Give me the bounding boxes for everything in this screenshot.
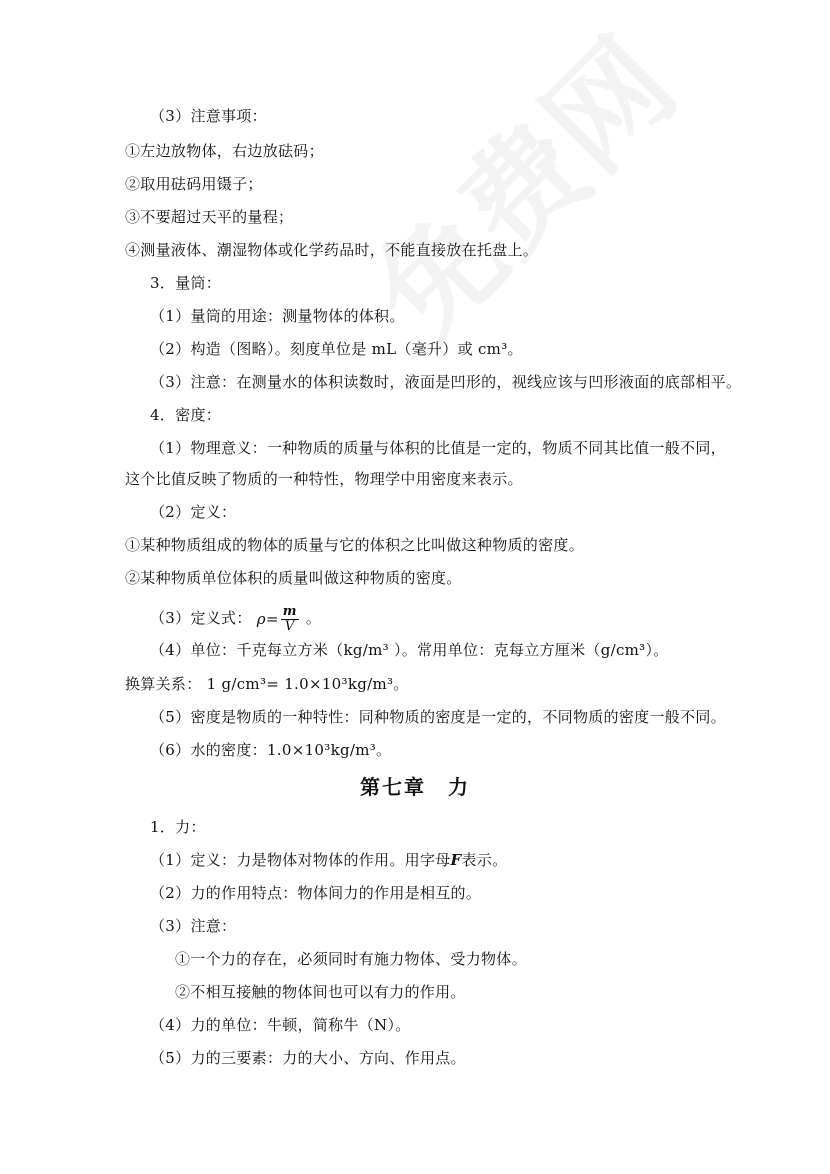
text-line: ②某种物质单位体积的质量叫做这种物质的密度。 (125, 569, 462, 587)
formula-label: （3）定义式： (150, 609, 252, 627)
text-line: （3）注意事项： (150, 107, 267, 125)
text-line: 换算关系： 1 g/cm³= 1.0×10³kg/m³。 (125, 675, 409, 693)
rho-symbol: ρ (256, 609, 266, 628)
text-line: （4）力的单位：牛顿，简称牛（N）。 (150, 1016, 411, 1034)
text-line: （5）密度是物质的一种特性：同种物质的密度是一定的，不同物质的密度一般不同。 (150, 708, 726, 726)
text-line: ①左边放物体，右边放砝码； (125, 142, 324, 160)
fraction-numerator: m (282, 604, 297, 620)
section-heading: 4．密度： (150, 406, 222, 424)
section-heading: 3．量筒： (150, 274, 222, 292)
text-line: ②不相互接触的物体间也可以有力的作用。 (175, 983, 466, 1001)
text-line: （2）构造（图略）。刻度单位是 mL（毫升）或 cm³。 (150, 340, 523, 358)
text-line: ④测量液体、潮湿物体或化学药品时，不能直接放在托盘上。 (125, 241, 539, 259)
text-line: （3）注意：在测量水的体积读数时，液面是凹形的，视线应该与凹形液面的底部相平。 (150, 373, 742, 391)
force-symbol: F (450, 851, 462, 869)
definition-suffix: 表示。 (461, 851, 508, 869)
text-line: ①一个力的存在，必须同时有施力物体、受力物体。 (175, 950, 527, 968)
text-line: （2）定义： (150, 503, 237, 521)
text-line: （2）力的作用特点：物体间力的作用是相互的。 (150, 884, 482, 902)
text-line (150, 850, 507, 870)
section-heading: 1．力： (150, 818, 206, 836)
text-line: ①某种物质组成的物体的质量与它的体积之比叫做这种物质的密度。 (125, 536, 585, 554)
formula-line (150, 603, 321, 634)
chapter-title: 第七章 力 (360, 775, 470, 799)
fraction-denominator: V (284, 619, 295, 635)
text-line: ③不要超过天平的量程； (125, 208, 294, 226)
text-line: （1）量筒的用途：测量物体的体积。 (150, 307, 405, 325)
text-line: （6）水的密度：1.0×10³kg/m³。 (150, 741, 392, 759)
text-line: 这个比值反映了物质的一种特性，物理学中用密度来表示。 (125, 470, 523, 488)
text-line: （5）力的三要素：力的大小、方向、作用点。 (150, 1049, 466, 1067)
fraction (281, 605, 299, 634)
density-formula (257, 604, 301, 635)
text-line: （1）物理意义：一种物质的质量与体积的比值是一定的，物质不同其比值一般不同， (150, 439, 726, 457)
definition-text: （1）定义：力是物体对物体的作用。用字母 (150, 851, 451, 869)
text-line: （3）注意： (150, 917, 237, 935)
text-line: （4）单位：千克每立方米（kg/m³ ）。常用单位：克每立方厘米（g/cm³）。 (150, 641, 669, 659)
formula-period: 。 (305, 609, 322, 627)
equals-sign: = (265, 609, 279, 628)
text-line: ②取用砝码用镊子； (125, 175, 263, 193)
